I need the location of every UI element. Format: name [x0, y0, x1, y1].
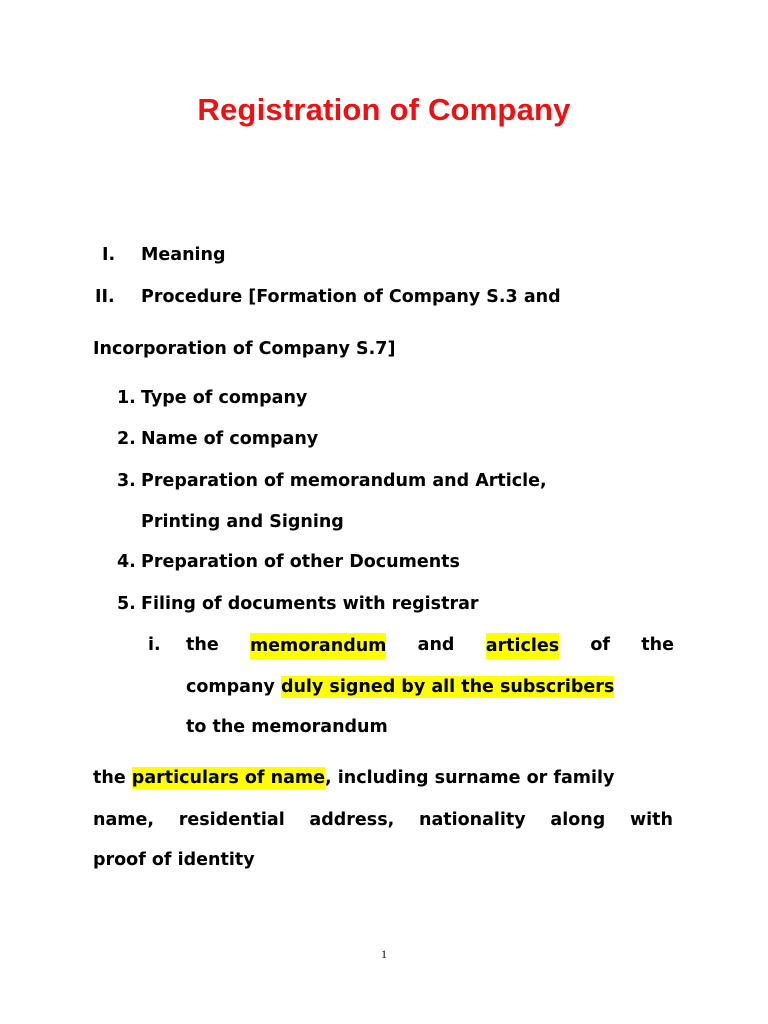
sub-word: of [590, 635, 611, 655]
highlight-memorandum: memorandum [250, 633, 386, 659]
para-word: , including surname or family [325, 768, 615, 788]
roman-item-2-cont: Incorporation of Company S.7] [93, 339, 396, 359]
para-word: the [93, 768, 126, 788]
step-num-3: 3. [117, 471, 136, 491]
sub-word: the [641, 635, 674, 655]
roman-num-2: II. [95, 287, 115, 307]
para-word: name, [93, 810, 155, 830]
highlight-duly-signed: duly signed by all the subscribers [280, 677, 615, 697]
para-word: with [629, 810, 673, 830]
step-item-4: Preparation of other Documents [141, 552, 460, 572]
step-num-4: 4. [117, 552, 136, 572]
roman-num-1: I. [102, 245, 116, 265]
para-word: address, [309, 810, 395, 830]
sub-item-line-1 [186, 633, 674, 659]
sub-word: company [186, 677, 275, 697]
step-item-3-cont: Printing and Signing [141, 512, 344, 532]
para-word: residential [178, 810, 285, 830]
sub-word: the [186, 635, 219, 655]
step-num-2: 2. [117, 429, 136, 449]
roman-item-1: Meaning [141, 245, 226, 265]
sub-num-i: i. [148, 635, 161, 655]
para-line-1 [93, 766, 614, 790]
step-item-5: Filing of documents with registrar [141, 594, 479, 614]
step-num-5: 5. [117, 594, 136, 614]
step-num-1: 1. [117, 388, 136, 408]
highlight-particulars: particulars of name [131, 768, 326, 788]
para-line-3: proof of identity [93, 850, 255, 870]
sub-item-line-3: to the memorandum [186, 717, 388, 737]
page-title: Registration of Company [197, 92, 571, 127]
para-line-2 [93, 808, 673, 832]
step-item-1: Type of company [141, 388, 308, 408]
para-word: nationality [418, 810, 526, 830]
sub-item-line-2 [186, 675, 614, 699]
para-word: along [550, 810, 606, 830]
step-item-2: Name of company [141, 429, 319, 449]
step-item-3: Preparation of memorandum and Article, [141, 471, 547, 491]
sub-word: and [417, 635, 455, 655]
highlight-articles: articles [486, 633, 559, 659]
page-number: 1 [381, 947, 387, 961]
roman-item-2: Procedure [Formation of Company S.3 and [141, 287, 561, 307]
